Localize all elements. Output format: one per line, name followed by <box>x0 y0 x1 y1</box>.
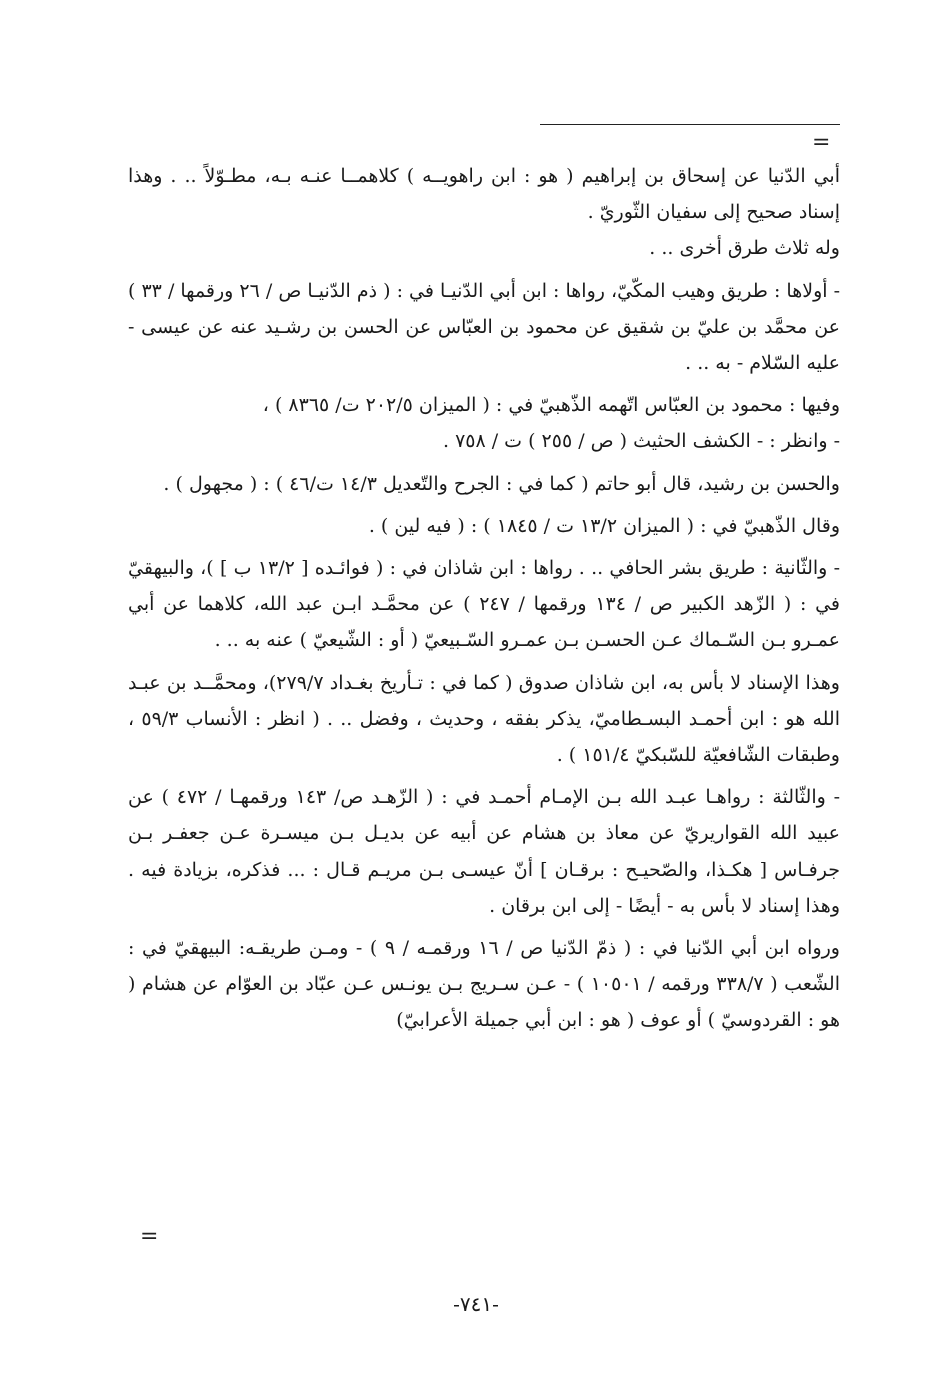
paragraph-1: أبي الدّنيا عن إسحاق بن إبراهيم ( هو : ابن راهويــه ) كلاهمــا عنـه بـه، مطـوّلاً .. . وهذا إسناد صحيح إلى سفيان الثّوريّ . <box>128 165 840 224</box>
paragraph-5: - وانظر : - الكشف الحثيث ( ص / ٢٥٥ ) ت / ٧٥٨ . <box>442 430 840 453</box>
paragraph-10: - والثّالثة : رواهـا عبـد الله بـن الإمـام أحمـد في : ( الزّهـد ص/ ١٤٣ ورقمهـا / ٤٧٢ ) عن عبيد الله القواريريّ عن معاذ بن هشام عن أبيه عن بديـل بـن ميسـرة عـن جعفـر بـن جرفـاس [ هكـذا، والصّحيـح : برقـان ] أنّ عيسـى بـن مريـم قـال : ... فذكره، بزيادة فيه . وهذا إسناد لا بأس به - أيضًا - إلى ابن برقان . <box>128 786 840 917</box>
paragraph-9: وهذا الإسناد لا بأس به، ابن شاذان صدوق ( كما في : تـأريخ بغـداد ٢٧٩/٧)، ومحمَّــد بن عبـد الله هو : ابن أحمـد البسـطاميّ، يذكر بفقه ، وحديث ، وفضل .. . ( انظر : الأنساب ٥٩/٣ ، وطبقات الشّافعيّة للسّبكيّ ١٥١/٤ ) . <box>128 671 840 767</box>
paragraph-3: - أولاها : طريق وهيب المكّيّ، رواها : ابن أبي الدّنيـا في : ( ذم الدّنيـا ص / ٢٦ ورقمها / ٣٣ ) عن محمَّد بن عليّ بن شقيق عن محمود بن العبّاس عن الحسن بن رشـيد عنه عن عيسى - عليه السّلام - به .. . <box>128 279 840 375</box>
paragraph-11: ورواه ابن أبي الدّنيا في : ( ذمّ الدّنيا ص / ١٦ ورقمـه / ٩ ) - ومـن طريقـه: البيهقيّ في : الشّعب ( ٣٣٨/٧ ورقمه / ١٠٥٠١ ) - عـن سـريج بـن يونـس عـن عبّاد بن العوّام عن هشام ( هو : القردوسيّ ) أو عوف ( هو : ابن أبي جميلة الأعرابيّ) <box>128 937 841 1032</box>
paragraph-7: وقال الذّهبيّ في : ( الميزان ١٣/٢ ت / ١٨٤٥ ) : ( فيه لين ) . <box>368 514 840 537</box>
continuation-mark-bottom: = <box>140 1224 159 1249</box>
paragraph-6: والحسن بن رشيد، قال أبو حاتم ( كما في : الجرح والتّعديل ١٤/٣ ت/٤٦ ) : ( مجهول ) . <box>163 472 840 495</box>
paragraph-8: - والثّانية : طريق بشر الحافي .. . رواها : ابن شاذان في : ( فوائـده [ ١٣/٢ ب ] )، والبيهقيّ في : ( الزّهد الكبير ص / ١٣٤ ورقمها / ٢٤٧ ) عن محمَّـد ابـن عبد الله، كلاهما عن أبي عمـرو بـن السّـماك عـن الحسـن بـن عمـرو السّـبيعيّ ( أو : الشّيعيّ ) عنه به .. . <box>128 557 841 652</box>
footnote-separator-rule <box>540 124 840 125</box>
continuation-mark-top: = <box>812 130 831 155</box>
page-number: -٧٤١- <box>453 1292 499 1316</box>
paragraph-4: وفيها : محمود بن العبّاس اتّهمه الذّهبيّ في : ( الميزان ٢٠٢/٥ ت/ ٨٣٦٥ ) ، <box>262 394 840 417</box>
body-text <box>128 158 840 1039</box>
paragraph-2: وله ثلاث طرق أخرى .. . <box>649 237 840 260</box>
